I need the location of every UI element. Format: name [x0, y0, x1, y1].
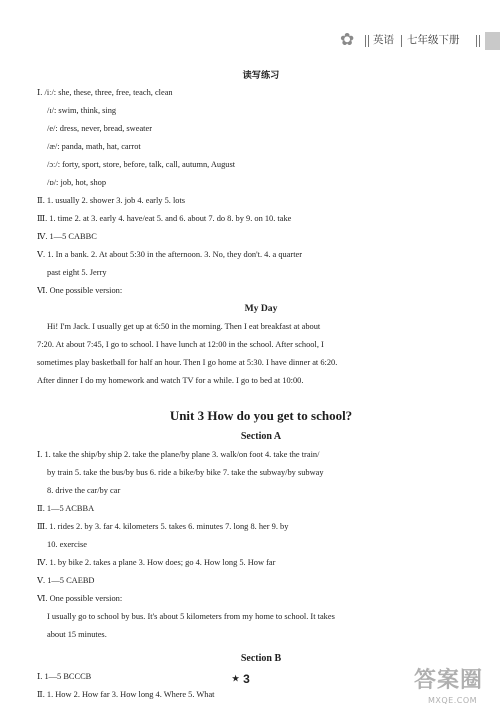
header-divider [476, 35, 477, 47]
answer-line: /æ/: panda, math, hat, carrot [47, 142, 141, 151]
header-subject: 英语 [373, 34, 394, 46]
unit-title: Unit 3 How do you get to school? [169, 408, 353, 423]
answer-content [37, 66, 485, 704]
answer-line: Ⅳ. 1—5 CABBC [37, 232, 97, 241]
header-divider [365, 35, 366, 47]
answer-line: /e/: dress, never, bread, sweater [47, 124, 153, 133]
answer-line: Ⅱ. 1—5 ACBBA [37, 504, 95, 513]
answer-line: past eight 5. Jerry [47, 268, 107, 277]
page-header [340, 30, 500, 52]
answer-line: Ⅱ. 1. usually 2. shower 3. job 4. early 5. lots [37, 196, 186, 205]
answer-line: Ⅰ. 1. take the ship/by ship 2. take the plane/by plane 3. walk/on foot 4. take the train/ [37, 450, 320, 459]
page-number [232, 672, 272, 688]
answer-line: Ⅴ. 1—5 CAEBD [37, 576, 95, 585]
answer-line: 8. drive the car/by car [47, 486, 121, 495]
answer-line: Ⅳ. 1. by bike 2. takes a plane 3. How does; go 4. How long 5. How far [37, 558, 276, 567]
essay-line: 7:20. At about 7:45, I go to school. I have lunch at 12:00 in the school. After school, I [37, 340, 324, 349]
answer-line: 10. exercise [47, 540, 87, 549]
watermark [410, 668, 498, 708]
answer-line: Ⅱ. 1. How 2. How far 3. How long 4. Where 5. What [37, 690, 215, 699]
answer-line: Ⅲ. 1. time 2. at 3. early 4. have/eat 5. and 6. about 7. do 8. by 9. on 10. take [37, 214, 292, 223]
answer-line: Ⅵ. One possible version: [37, 286, 123, 295]
answer-line: /ɪ/: swim, think, sing [47, 106, 117, 115]
header-divider [479, 35, 480, 47]
header-divider [368, 35, 369, 47]
essay-line: sometimes play basketball for half an hour. Then I go home at 5:30. I have dinner at 6:20. [37, 358, 338, 367]
answer-line: Ⅰ. /iː/: she, these, three, free, teach, clean [37, 88, 173, 97]
answer-line: about 15 minutes. [47, 630, 107, 639]
watermark-url: MXQE.COM [428, 696, 478, 705]
answer-line: Ⅴ. 1. In a bank. 2. At about 5:30 in the afternoon. 3. No, they don't. 4. a quarter [37, 250, 303, 259]
essay-line: Hi! I'm Jack. I usually get up at 6:50 in the morning. Then I eat breakfast at about [47, 322, 321, 331]
page-number-text: 3 [243, 672, 250, 686]
answer-line: Ⅲ. 1. rides 2. by 3. far 4. kilometers 5. takes 6. minutes 7. long 8. her 9. by [37, 522, 289, 531]
section-a-title: Section A [240, 431, 282, 442]
answer-line: /ɒ/: job, hot, shop [47, 178, 107, 187]
star-icon: ★ [232, 674, 240, 683]
section-b-title: Section B [240, 653, 282, 664]
answer-line: /ɔː/: forty, sport, store, before, talk, call, autumn, August [47, 160, 236, 169]
watermark-logo-text: 答案圈 [414, 668, 484, 693]
answer-line: Ⅰ. 1—5 BCCCB [37, 672, 92, 681]
header-gray-band [485, 32, 500, 50]
answer-line: I usually go to school by bus. It's about 5 kilometers from my home to school. It takes [47, 612, 335, 621]
section-title-reading-writing: 读写练习 [242, 70, 280, 80]
answer-line: Ⅵ. One possible version: [37, 594, 123, 603]
flower-icon: ✿ [340, 30, 355, 50]
header-divider [401, 35, 402, 47]
header-grade: 七年级下册 [407, 34, 460, 46]
essay-title: My Day [244, 303, 278, 314]
essay-line: After dinner I do my homework and watch TV for a while. I go to bed at 10:00. [37, 376, 304, 385]
answer-line: by train 5. take the bus/by bus 6. ride a bike/by bike 7. take the subway/by subway [47, 468, 324, 477]
